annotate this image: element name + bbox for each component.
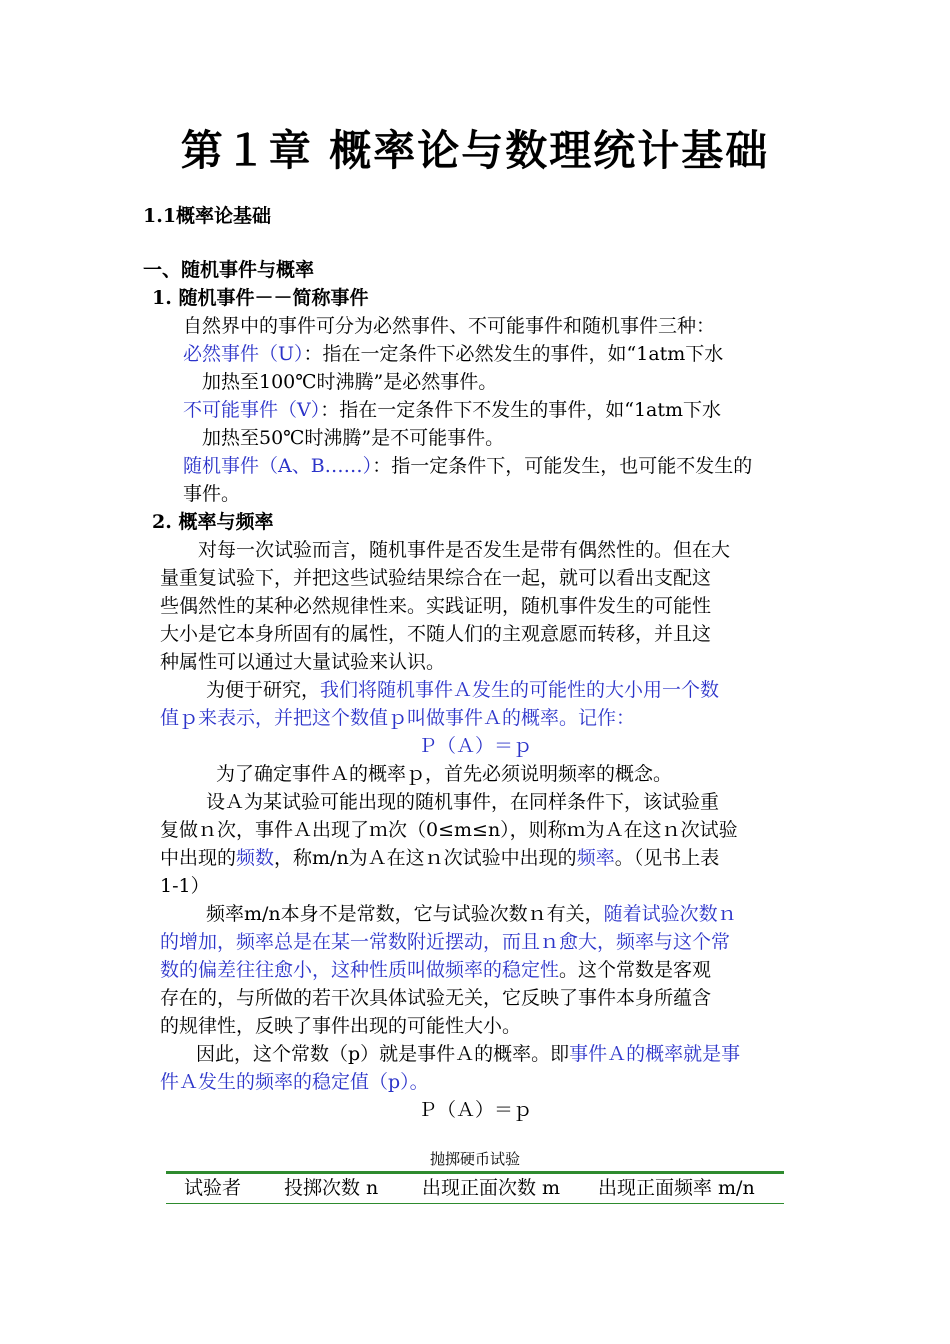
table-header-cell: 投掷次数 n (284, 1177, 379, 1199)
paragraph-line: 件Ａ发生的频率的稳定值（p）。 (160, 1071, 429, 1093)
text-span: 。这个常数是客观 (559, 959, 712, 981)
paragraph-line: 存在的，与所做的若干次具体试验无关，它反映了事件本身所蕴含 (160, 987, 712, 1009)
certain-event-def: ：指在一定条件下必然发生的事件，如“1atm下水 (303, 343, 724, 365)
term-frequency: 频率 (576, 847, 615, 869)
paragraph-line: 复做ｎ次，事件Ａ出现了ｍ次（0≤m≤n），则称ｍ为Ａ在这ｎ次试验 (160, 819, 738, 841)
text-span: 因此，这个常数（p）就是事件Ａ的概率。即 (196, 1043, 570, 1065)
paragraph-line: 量重复试验下，并把这些试验结果综合在一起，就可以看出支配这 (160, 567, 712, 589)
paragraph-line (206, 900, 737, 928)
paragraph-line (160, 956, 711, 984)
formula-probability-2: Ｐ（Ａ）＝ｐ (417, 1099, 532, 1121)
highlight-span: 随着试验次数ｎ (603, 903, 737, 925)
table-header-cell: 出现正面次数 m (422, 1177, 561, 1199)
certain-event-line (183, 340, 723, 368)
text-span: 频率m/n本身不是常数，它与试验次数ｎ有关， (206, 903, 604, 925)
paragraph-line: 1-1） (160, 875, 210, 897)
subsection-heading: 一、随机事件与概率 (143, 259, 315, 281)
paragraph-line: 些偶然性的某种必然规律性来。实践证明，随机事件发生的可能性 (160, 595, 712, 617)
impossible-event-line (183, 396, 721, 424)
impossible-event-def-cont: 加热至50℃时沸腾”是不可能事件。 (202, 427, 505, 449)
paragraph-line (160, 844, 719, 872)
paragraph-line: 的增加，频率总是在某一常数附近摆动，而且ｎ愈大，频率与这个常 (160, 931, 731, 953)
table-header-cell: 试验者 (184, 1177, 242, 1199)
chapter-title: 第１章 概率论与数理统计基础 (180, 126, 770, 175)
probability-def-cont: 值ｐ来表示，并把这个数值ｐ叫做事件Ａ的概率。记作： (160, 707, 636, 729)
text-span: 中出现的 (160, 847, 237, 869)
paragraph-line: 大小是它本身所固有的属性，不随人们的主观意愿而转移，并且这 (160, 623, 712, 645)
paragraph-line: 设Ａ为某试验可能出现的随机事件，在同样条件下，该试验重 (206, 791, 720, 813)
paragraph-line: 对每一次试验而言，随机事件是否发生是带有偶然性的。但在大 (198, 539, 731, 561)
impossible-event-def: ：指在一定条件下不发生的事件，如“1atm下水 (320, 399, 722, 421)
highlight-span: 我们将随机事件Ａ发生的可能性的大小用一个数 (320, 679, 720, 701)
certain-event-term: 必然事件（U） (183, 343, 304, 365)
item1-heading: 1. 随机事件－－简称事件 (152, 287, 369, 309)
section-heading: 1.1概率论基础 (143, 205, 272, 227)
item2-heading: 2. 概率与频率 (152, 511, 274, 533)
random-event-def-cont: 事件。 (183, 483, 241, 505)
paragraph-line: 的规律性，反映了事件出现的可能性大小。 (160, 1015, 522, 1037)
frequency-intro: 为了确定事件Ａ的概率ｐ，首先必须说明频率的概念。 (216, 763, 673, 785)
impossible-event-term: 不可能事件（V） (183, 399, 321, 421)
highlight-span: 数的偏差往往愈小，这种性质叫做频率的稳定性 (160, 959, 560, 981)
table-caption: 抛掷硬币试验 (429, 1150, 520, 1168)
probability-def-line (206, 676, 719, 704)
random-event-def: ：指一定条件下，可能发生，也可能不发生的 (372, 455, 753, 477)
text-span: ，称m/n为Ａ在这ｎ次试验中出现的 (274, 847, 577, 869)
formula-probability: Ｐ（Ａ）＝ｐ (417, 735, 532, 757)
table-header-rule (166, 1203, 784, 1204)
random-event-term: 随机事件（A、B……） (183, 455, 373, 477)
text-span: 为便于研究， (206, 679, 321, 701)
random-event-line (183, 452, 752, 480)
highlight-span: 事件Ａ的概率就是事 (569, 1043, 741, 1065)
term-frequency-count: 频数 (236, 847, 275, 869)
certain-event-def-cont: 加热至100℃时沸腾”是必然事件。 (202, 371, 498, 393)
item1-intro: 自然界中的事件可分为必然事件、不可能事件和随机事件三种： (183, 315, 716, 337)
paragraph-line (196, 1040, 740, 1068)
text-span: 。（见书上表 (614, 847, 720, 869)
paragraph-line: 种属性可以通过大量试验来认识。 (160, 651, 446, 673)
table-header-cell: 出现正面频率 m/n (598, 1177, 755, 1199)
